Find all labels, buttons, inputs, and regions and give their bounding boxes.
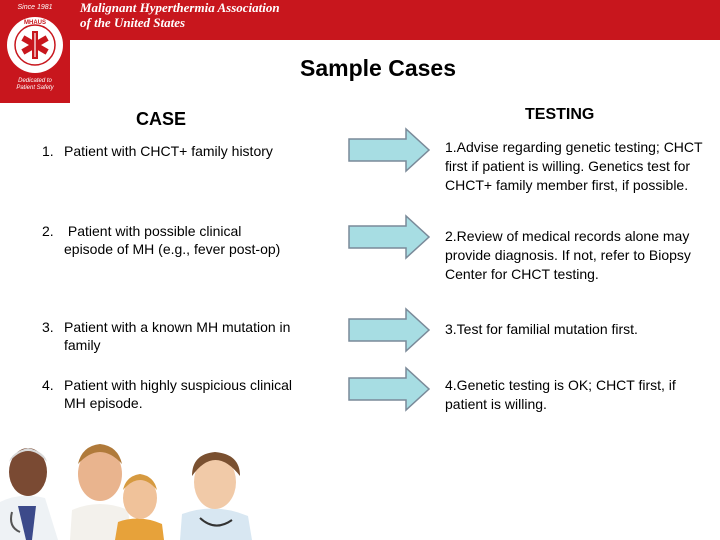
doctor-figure (0, 448, 58, 540)
right-arrow-icon (348, 366, 430, 412)
right-arrow-icon (348, 127, 430, 173)
slide-title: Sample Cases (300, 55, 456, 81)
case-number: 4. (42, 377, 54, 393)
case-number: 2. (42, 223, 54, 239)
testing-item-2: 2.Review of medical records alone may provide diagnosis. If not, refer to Biopsy Center for CHCT testing. (445, 228, 691, 282)
logo-ring-text: MHAUS (24, 20, 46, 26)
case-text-continued: MH episode. (64, 395, 143, 411)
case-text: Patient with possible clinical (64, 223, 242, 239)
mhaus-logo (0, 0, 70, 103)
case-item-4 (42, 376, 342, 412)
case-text-continued: episode of MH (e.g., fever post-op) (64, 241, 281, 257)
case-number: 3. (42, 319, 54, 335)
case-heading: CASE (136, 109, 187, 129)
logo-tagline-line2: Patient Safety (16, 85, 54, 91)
nurse-figure (180, 452, 252, 540)
case-number: 1. (42, 143, 54, 159)
testing-item-4: 4.Genetic testing is OK; CHCT first, if patient is willing. (445, 377, 676, 412)
testing-item-3: 3.Test for familial mutation first. (445, 321, 638, 337)
people-photo (0, 432, 270, 540)
org-name-line1: Malignant Hyperthermia Association (80, 0, 280, 15)
header-banner (0, 0, 720, 40)
right-arrow-icon (348, 214, 430, 260)
boy-figure (115, 474, 164, 540)
case-text: Patient with a known MH mutation in (64, 319, 291, 335)
case-text: Patient with CHCT+ family history (64, 143, 273, 159)
testing-heading: TESTING (525, 106, 595, 123)
case-item-1 (42, 142, 342, 160)
case-item-2 (42, 222, 342, 258)
org-name-line2: of the United States (80, 15, 186, 30)
org-name (80, 0, 280, 30)
logo-since-text: Since 1981 (17, 4, 53, 11)
testing-item-1: 1.Advise regarding genetic testing; CHCT first if patient is willing. Genetics test for CHCT+ family member first, if possible. (445, 139, 703, 193)
case-text-continued: family (64, 337, 101, 353)
logo-tagline-line1: Dedicated to (18, 78, 52, 84)
case-item-3 (42, 318, 342, 354)
case-text: Patient with highly suspicious clinical (64, 377, 292, 393)
right-arrow-icon (348, 307, 430, 353)
